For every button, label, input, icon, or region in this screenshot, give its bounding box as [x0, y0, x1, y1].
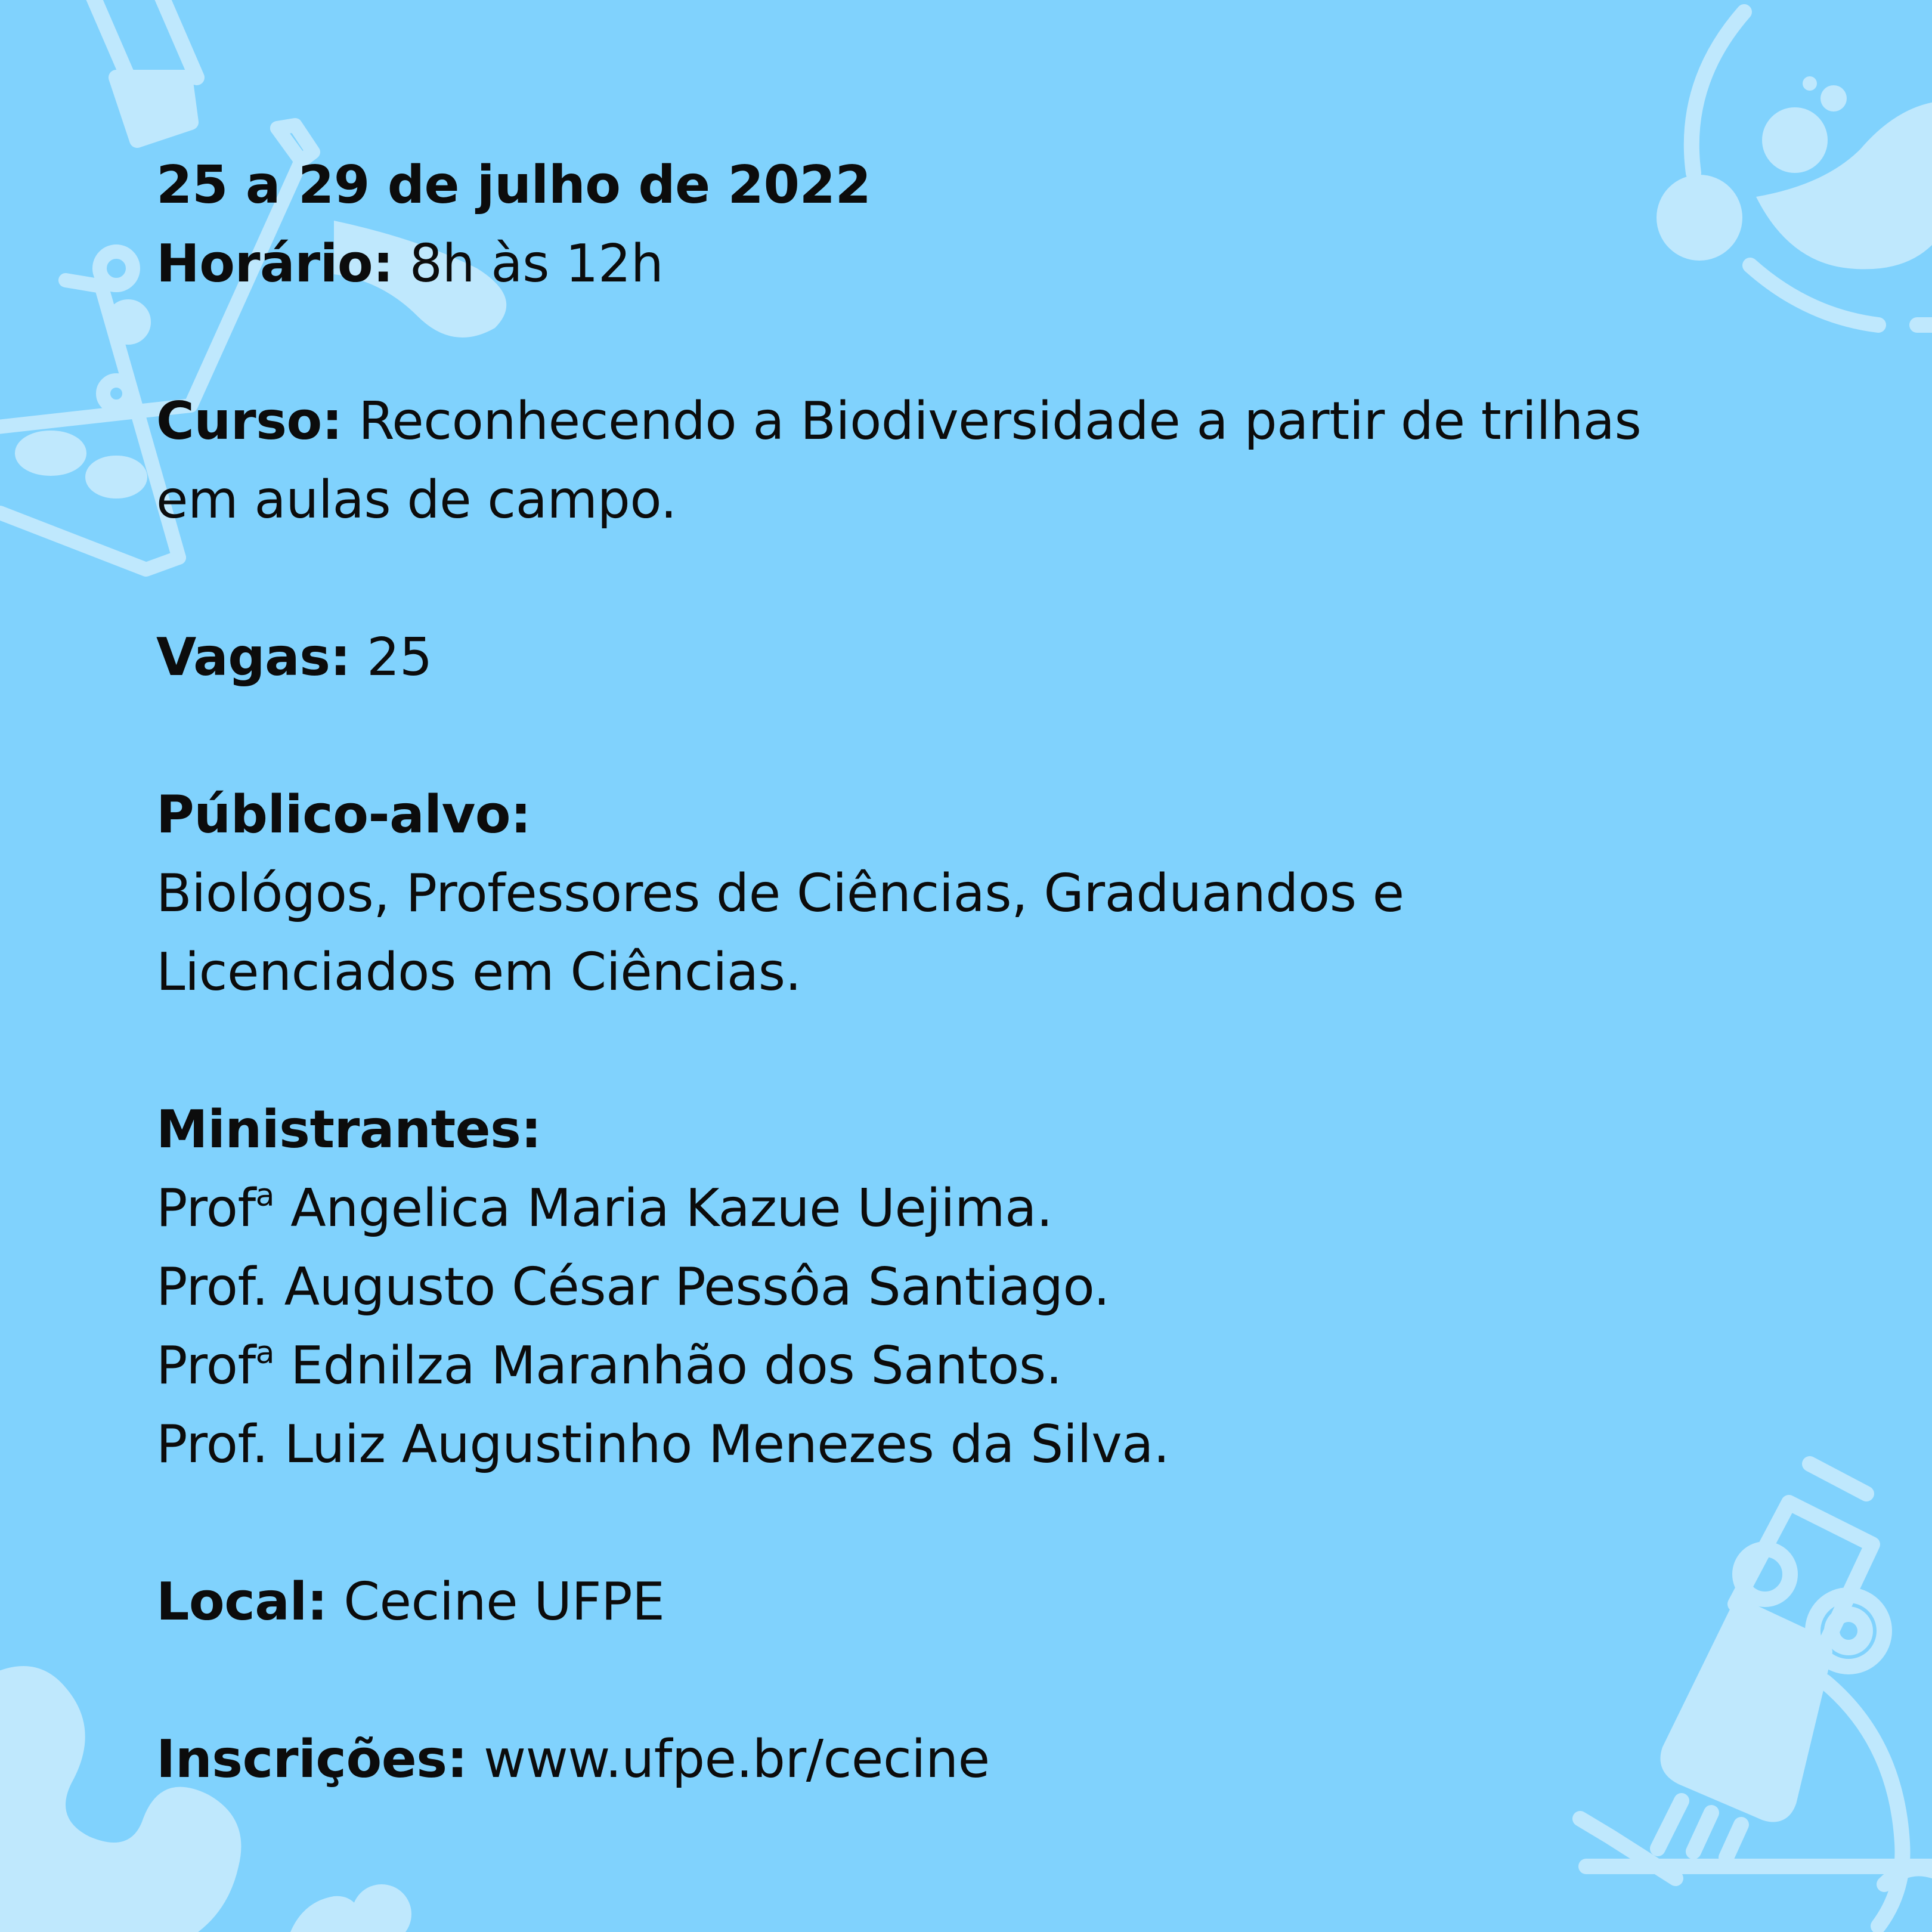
audience-line1: Biológos, Professores de Ciências, Graduandos e [156, 863, 1404, 924]
event-date: 25 a 29 de julho de 2022 [156, 154, 871, 215]
instructor-title: Prof. [156, 1414, 268, 1475]
instructor-item [156, 1405, 1826, 1484]
instructor-item [156, 1169, 1826, 1247]
instructor-name: Luiz Augustinho Menezes da Silva. [284, 1414, 1170, 1475]
course-value-line1: Reconhecendo a Biodiversidade a partir de trilhas [358, 391, 1642, 451]
spacer [156, 696, 1826, 775]
schedule-value: 8h às 12h [409, 233, 664, 294]
slots-value: 25 [367, 627, 432, 688]
course-value-line2: em aulas de campo. [156, 469, 677, 530]
location-label: Local: [156, 1571, 328, 1632]
instructor-item [156, 1326, 1826, 1405]
course-row [156, 382, 1826, 460]
slots-row [156, 618, 1826, 696]
instructor-item [156, 1247, 1826, 1326]
spacer [156, 1484, 1826, 1562]
instructor-title: Prof [156, 1178, 256, 1239]
audience-line2: Licenciados em Ciências. [156, 942, 801, 1002]
spacer [156, 303, 1826, 382]
registration-label: Inscrições: [156, 1729, 467, 1789]
instructor-title-sup: a [255, 1178, 275, 1213]
location-value: Cecine UFPE [343, 1571, 665, 1632]
instructor-name: Augusto César Pessôa Santiago. [284, 1256, 1110, 1317]
slots-label: Vagas: [156, 627, 351, 688]
spacer [156, 1011, 1826, 1090]
instructors-label: Ministrantes: [156, 1099, 541, 1160]
instructor-title: Prof. [156, 1256, 268, 1317]
spacer [156, 1641, 1826, 1720]
registration-row [156, 1720, 1826, 1798]
instructor-title-sup: a [255, 1335, 275, 1371]
location-row [156, 1562, 1826, 1641]
schedule-label: Horário: [156, 233, 394, 294]
audience-label: Público-alvo: [156, 784, 531, 845]
course-label: Curso: [156, 391, 343, 451]
instructor-name: Ednilza Maranhão dos Santos. [290, 1335, 1062, 1396]
instructor-name: Angelica Maria Kazue Uejima. [290, 1178, 1053, 1239]
test-tube-icon [89, 0, 197, 140]
event-details [156, 145, 1826, 1798]
schedule-row [156, 224, 1826, 303]
instructor-title: Prof [156, 1335, 256, 1396]
spacer [156, 539, 1826, 618]
registration-link[interactable]: www.ufpe.br/cecine [483, 1729, 990, 1789]
